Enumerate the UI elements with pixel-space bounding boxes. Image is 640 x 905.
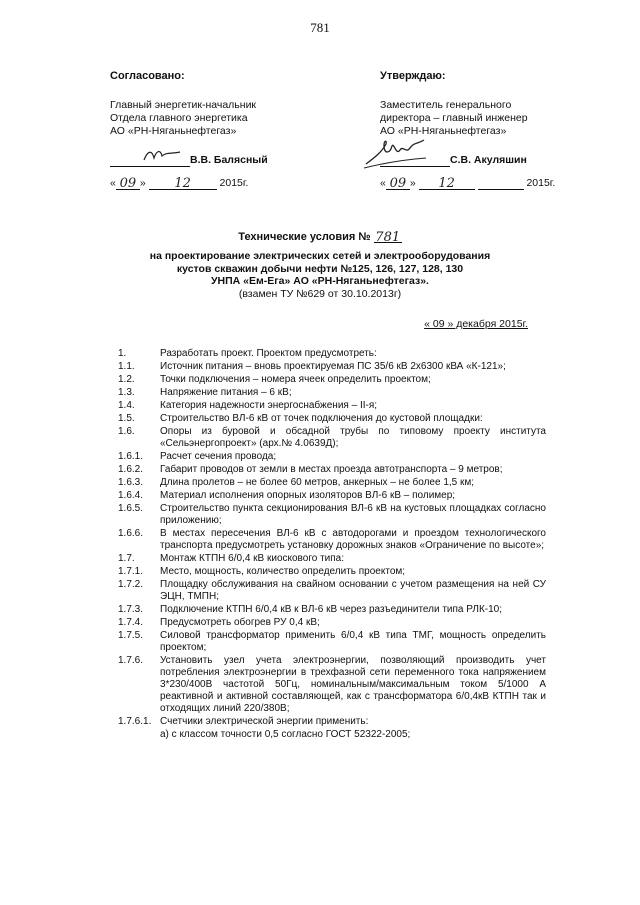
item-number: 1.7. [118, 553, 135, 564]
item-number: 1.6.2. [118, 464, 144, 475]
list-item [118, 604, 546, 616]
position-line: Главный энергетик-начальник [110, 99, 257, 111]
date-day: 09 [116, 177, 140, 190]
list-item [118, 729, 546, 741]
list-item [118, 413, 546, 425]
list-item [118, 553, 546, 565]
document-title: Технические условия № 781 [238, 230, 401, 245]
item-text: Подключение КТПН 6/0,4 кВ к ВЛ-6 кВ через разъединители типа РЛК-10; [160, 604, 502, 615]
list-item [118, 490, 546, 502]
item-number: 1.6.1. [118, 451, 144, 462]
item-text: Место, мощность, количество определить проектом; [160, 566, 406, 577]
signature-field [380, 154, 450, 167]
item-text: Источник питания – вновь проектируемая ПС 35/6 кВ 2х6300 кВА «К-121»; [160, 361, 506, 372]
date-day: 09 [386, 177, 410, 190]
approval-date: « 09 » 12 2015г. [380, 176, 556, 191]
list-item [118, 630, 546, 654]
item-text: Площадку обслуживания на свайном основании с учетом размещения на ней СУ ЭЦН, ТМПН; [160, 579, 546, 602]
position-line: Отдела главного энергетика [110, 112, 248, 124]
item-text: Разработать проект. Проектом предусмотреть: [160, 348, 377, 359]
position-line: АО «РН-Няганьнефтегаз» [110, 125, 237, 137]
list-item [118, 579, 546, 603]
list-item [118, 503, 546, 527]
item-text: Напряжение питания – 6 кВ; [160, 387, 292, 398]
item-number: 1.6. [118, 426, 135, 437]
item-text: Счетчики электрической энергии применить: [160, 716, 369, 727]
item-number: 1.4. [118, 400, 135, 411]
item-text: Строительство ВЛ-6 кВ от точек подключения до кустовой площадки: [160, 413, 483, 424]
list-item [118, 361, 546, 373]
handwritten-signature-icon [142, 146, 182, 164]
item-number: 1.7.5. [118, 630, 144, 641]
approval-heading: Утверждаю: [380, 70, 446, 82]
list-item [118, 716, 546, 728]
approval-block-right [380, 70, 580, 190]
position-line: директора – главный инженер [380, 112, 528, 124]
item-number: 1.6.3. [118, 477, 144, 488]
item-text: а) с классом точности 0,5 согласно ГОСТ 52322-2005; [160, 729, 411, 740]
approval-block-left [110, 70, 330, 190]
document-date: « 09 » декабря 2015г. [424, 318, 528, 330]
signer-name: В.В. Балясный [190, 154, 268, 166]
list-item [118, 477, 546, 489]
approval-heading: Согласовано: [110, 70, 185, 82]
approval-date: « 09 » 12 2015г. [110, 176, 249, 191]
list-item [118, 451, 546, 463]
item-number: 1.5. [118, 413, 135, 424]
signature-field [110, 154, 190, 167]
list-item [118, 348, 546, 360]
item-text: Длина пролетов – не более 60 метров, анкерных – не более 1,5 км; [160, 477, 475, 488]
item-number: 1.7.6. [118, 655, 144, 666]
item-number: 1.7.6.1. [118, 716, 152, 727]
signer-name: С.В. Акуляшин [450, 154, 527, 166]
item-text: Материал исполнения опорных изоляторов ВЛ-6 кВ – полимер; [160, 490, 456, 501]
item-number [118, 729, 160, 741]
item-number: 1.7.4. [118, 617, 144, 628]
item-text: В местах пересечения ВЛ-6 кВ с автодорогами и проездом технологического транспорта предусмотреть установку дорожных знаков «Ограничение по высоте»; [160, 528, 546, 551]
date-month: 12 [419, 177, 475, 190]
item-number: 1.2. [118, 374, 135, 385]
item-number: 1.6.4. [118, 490, 144, 501]
item-text: Установить узел учета электроэнергии, позволяющий производить учет потребления электроэнергии в трехфазной сети переменного тока напряжением 3*230/400В частотой 50Гц, номинальным/максимальным током 5/1000 А реактивной и активной составляющей, как с трансформатора 6/0,4кВ КТПН так и отходящих линий 220/380В; [160, 655, 546, 714]
item-number: 1.7.2. [118, 579, 144, 590]
document-subtitle: на проектирование электрических сетей и электрооборудования кустов скважин добычи нефти №125, 126, 127, 128, 130 УНПА «Ем-Ега» АО «РН-Няганьнефтегаз». (взамен ТУ №629 от 30.10.2013г) [149, 250, 491, 300]
item-text: Расчет сечения провода; [160, 451, 277, 462]
item-text: Категория надежности энергоснабжения – II-я; [160, 400, 378, 411]
position-line: АО «РН-Няганьнефтегаз» [380, 125, 507, 137]
list-item [118, 655, 546, 715]
date-month: 12 [149, 177, 217, 190]
item-text: Силовой трансформатор применить 6/0,4 кВ типа ТМГ, мощность определить проектом; [160, 630, 546, 653]
requirements-list [118, 348, 546, 742]
item-number: 1.7.1. [118, 566, 144, 577]
page-number: 781 [310, 20, 330, 35]
list-item [118, 617, 546, 629]
item-text: Габарит проводов от земли в местах проезда автотранспорта – 9 метров; [160, 464, 503, 475]
item-text: Строительство пункта секционирования ВЛ-6 кВ на кустовых площадках согласно приложению; [160, 503, 546, 526]
list-item [118, 528, 546, 552]
list-item [118, 464, 546, 476]
item-text: Опоры из буровой и обсадной трубы по типовому проекту института «Сельэнергопроект» (арх.№ 4.0639Д); [160, 426, 546, 449]
item-text: Предусмотреть обогрев РУ 0,4 кВ; [160, 617, 320, 628]
handwritten-signature-icon [360, 134, 430, 170]
document-number: 781 [375, 230, 401, 245]
item-number: 1.6.5. [118, 503, 144, 514]
item-number: 1.3. [118, 387, 135, 398]
item-number: 1. [118, 348, 127, 359]
signature-line [380, 154, 580, 167]
item-number: 1.1. [118, 361, 135, 372]
date-year: 2015г. [219, 177, 249, 189]
item-text: Монтаж КТПН 6/0,4 кВ киоскового типа: [160, 553, 345, 564]
item-text: Точки подключения – номера ячеек определить проектом; [160, 374, 431, 385]
list-item [118, 387, 546, 399]
signature-line [110, 154, 330, 167]
list-item [118, 426, 546, 450]
list-item [118, 400, 546, 412]
item-number: 1.7.3. [118, 604, 144, 615]
position-line: Заместитель генерального [380, 99, 512, 111]
date-year: 2015г. [526, 177, 556, 189]
item-number: 1.6.6. [118, 528, 144, 539]
list-item [118, 566, 546, 578]
date-underline [478, 177, 524, 190]
list-item [118, 374, 546, 386]
